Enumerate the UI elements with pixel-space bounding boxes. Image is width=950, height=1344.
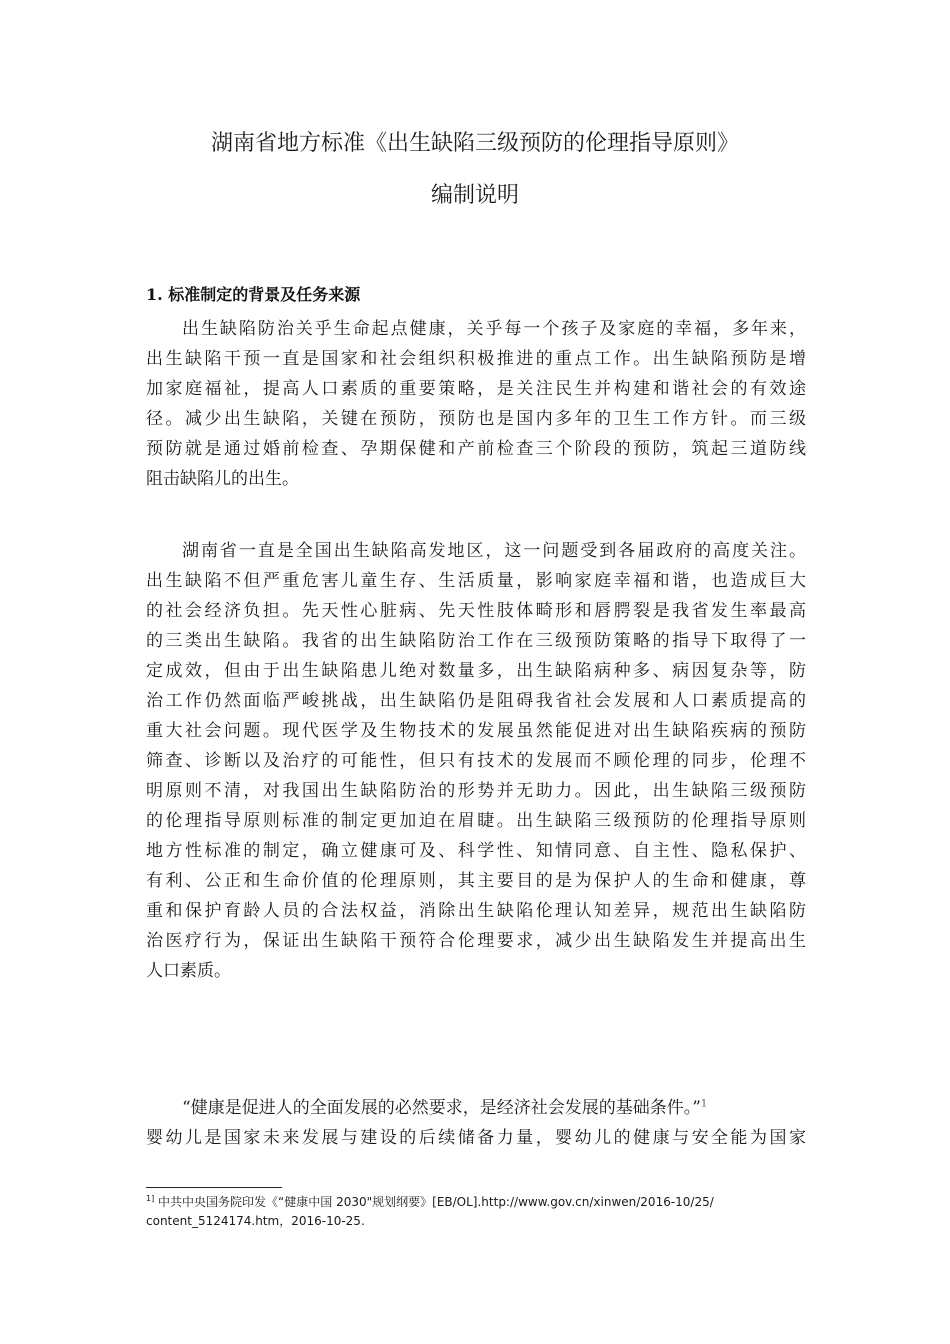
paragraph-1: [146, 314, 806, 494]
footnote-line: [146, 1193, 806, 1212]
paragraph-2: [146, 536, 806, 986]
paragraph-line: 径。减少出生缺陷，关键在预防，预防也是国内多年的卫生工作方针。而三级: [146, 409, 806, 429]
paragraph-line: 明原则不清，对我国出生缺陷防治的形势并无助力。因此，出生缺陷三级预防: [146, 781, 806, 801]
quote-text: “健康是促进人的全面发展的必然要求，是经济社会发展的基础条件。”: [182, 1098, 701, 1118]
paragraph-line: 婴幼儿是国家未来发展与建设的后续储备力量，婴幼儿的健康与安全能为国家: [146, 1128, 806, 1148]
footnote-separator: [146, 1187, 282, 1188]
paragraph-line: 的三类出生缺陷。我省的出生缺陷防治工作在三级预防策略的指导下取得了一: [146, 631, 806, 651]
paragraph-line: 定成效，但由于出生缺陷患儿绝对数量多，出生缺陷病种多、病因复杂等，防: [146, 661, 806, 681]
paragraph-line: 出生缺陷防治关乎生命起点健康，关乎每一个孩子及家庭的幸福，多年来，: [182, 319, 806, 339]
paragraph-line: [146, 1093, 806, 1123]
paragraph-line: 阻击缺陷儿的出生。: [146, 469, 299, 489]
paragraph-line: 地方性标准的制定，确立健康可及、科学性、知情同意、自主性、隐私保护、: [146, 841, 806, 861]
paragraph-line: 人口素质。: [146, 961, 231, 981]
section-heading: 1. 标准制定的背景及任务来源: [146, 285, 361, 304]
paragraph-line: 重大社会问题。现代医学及生物技术的发展虽然能促进对出生缺陷疾病的预防: [146, 721, 806, 741]
document-subtitle: 编制说明: [430, 183, 519, 208]
paragraph-line: 筛查、诊断以及治疗的可能性，但只有技术的发展而不顾伦理的同步，伦理不: [146, 751, 806, 771]
paragraph-3: [146, 1093, 806, 1153]
paragraph-line: 治医疗行为，保证出生缺陷干预符合伦理要求，减少出生缺陷发生并提高出生: [146, 931, 806, 951]
paragraph-line: 的社会经济负担。先天性心脏病、先天性肢体畸形和唇腭裂是我省发生率最高: [146, 601, 806, 621]
paragraph-line: 的伦理指导原则标准的制定更加迫在眉睫。出生缺陷三级预防的伦理指导原则: [146, 811, 806, 831]
footnote-text: 中共中央国务院印发《“健康中国 2030"规划纲要》[EB/OL].http://www.gov.cn/xinwen/2016-10/25/: [158, 1195, 714, 1209]
paragraph-line: 治工作仍然面临严峻挑战，出生缺陷仍是阻碍我省社会发展和人口素质提高的: [146, 691, 806, 711]
paragraph-line: 有利、公正和生命价值的伦理原则，其主要目的是为保护人的生命和健康，尊: [146, 871, 806, 891]
paragraph-line: 预防就是通过婚前检查、孕期保健和产前检查三个阶段的预防，筑起三道防线: [146, 439, 806, 459]
footnote-reference[interactable]: 1: [700, 1098, 708, 1110]
paragraph-line: 加家庭福祉，提高人口素质的重要策略，是关注民生并构建和谐社会的有效途: [146, 379, 806, 399]
footnote-marker: 1]: [146, 1194, 155, 1203]
document-title: 湖南省地方标准《出生缺陷三级预防的伦理指导原则》: [210, 131, 739, 156]
paragraph-line: 出生缺陷干预一直是国家和社会组织积极推进的重点工作。出生缺陷预防是增: [146, 349, 806, 369]
paragraph-line: 重和保护育龄人员的合法权益，消除出生缺陷伦理认知差异，规范出生缺陷防: [146, 901, 806, 921]
paragraph-line: 出生缺陷不但严重危害儿童生存、生活质量，影响家庭幸福和谐，也造成巨大: [146, 571, 806, 591]
paragraph-line: 湖南省一直是全国出生缺陷高发地区，这一问题受到各届政府的高度关注。: [182, 541, 806, 561]
footnote-line: content_5124174.htm，2016-10-25.: [146, 1214, 365, 1228]
footnote: [146, 1193, 806, 1231]
